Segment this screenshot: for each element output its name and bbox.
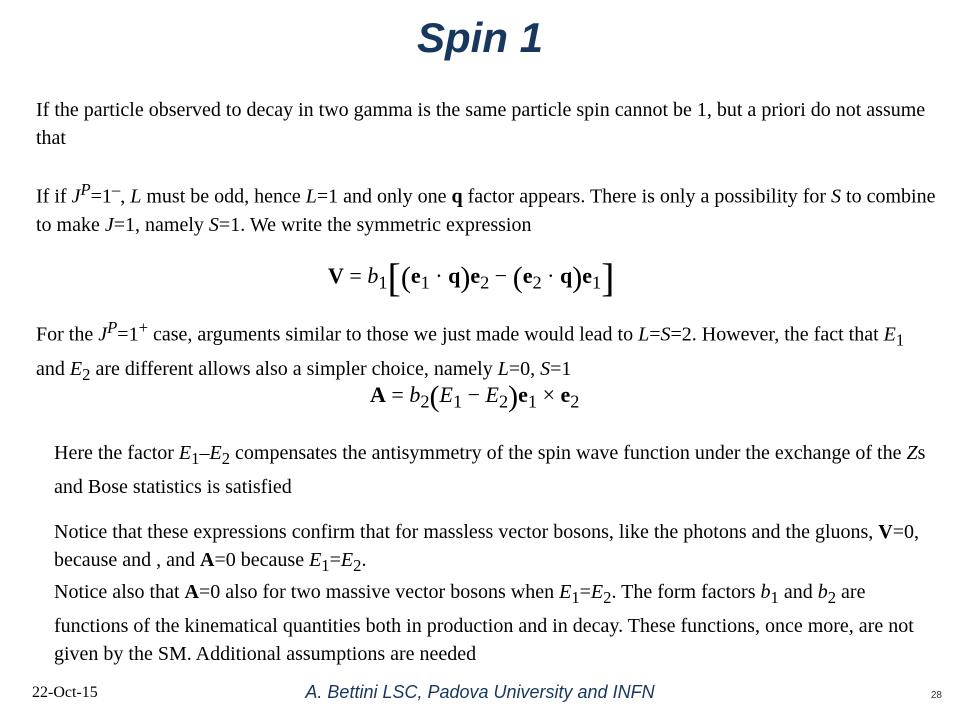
footer-date: 22-Oct-15 <box>32 684 98 701</box>
equation-a: $A = b_2(E_1 - E_2)e_1 \times e_2$ <box>370 380 580 413</box>
slide-title: Spin 1 <box>416 14 544 61</box>
paragraph-odd-parity: If if $J^P=1^-$, L must be odd, hence L=1 and only one q factor appears. There is only a possibility for S to combine to make J=1, namely S=1. We write the symmetric expression <box>36 180 936 236</box>
footer-author: A. Bettini LSC, Padova University and INFN <box>305 682 655 702</box>
page-number: 28 <box>930 690 942 701</box>
paragraph-spin-two-gamma: If the particle observed to decay in two gamma is the same particle spin cannot be 1, but a priori do not assume that <box>36 99 926 149</box>
paragraph-antisymmetry: Here the factor $E_1-E_2$ compensates the antisymmetry of the spin wave function under the exchange of the Zs and Bose statistics is satisfied <box>54 442 926 498</box>
paragraph-form-factors: Notice also that A=0 also for two massive vector bosons when $E_1=E_2$. The form factors $b_1$ and $b_2$ are functions of the kinematical quantities both in production and in decay. These functions, once more, are not given by the SM. Additional assumptions are needed <box>54 581 914 665</box>
paragraph-even-parity: For the $J^P=1^+$ case, arguments similar to those we just made would lead to L=S=2. However, the fact that $E_1$ and $E_2$ are different allows also a simpler choice, namely L=0, S=1 <box>36 318 905 384</box>
paragraph-massless-bosons: Notice that these expressions confirm that for massless vector bosons, like the photons and the gluons, V=0, because and , and A=0 because $E_1=E_2$. <box>54 521 920 575</box>
equation-v: $V = b_1[(e_1 \cdot q)e_2 - (e_2 \cdot q)e_1]$ <box>328 255 615 300</box>
